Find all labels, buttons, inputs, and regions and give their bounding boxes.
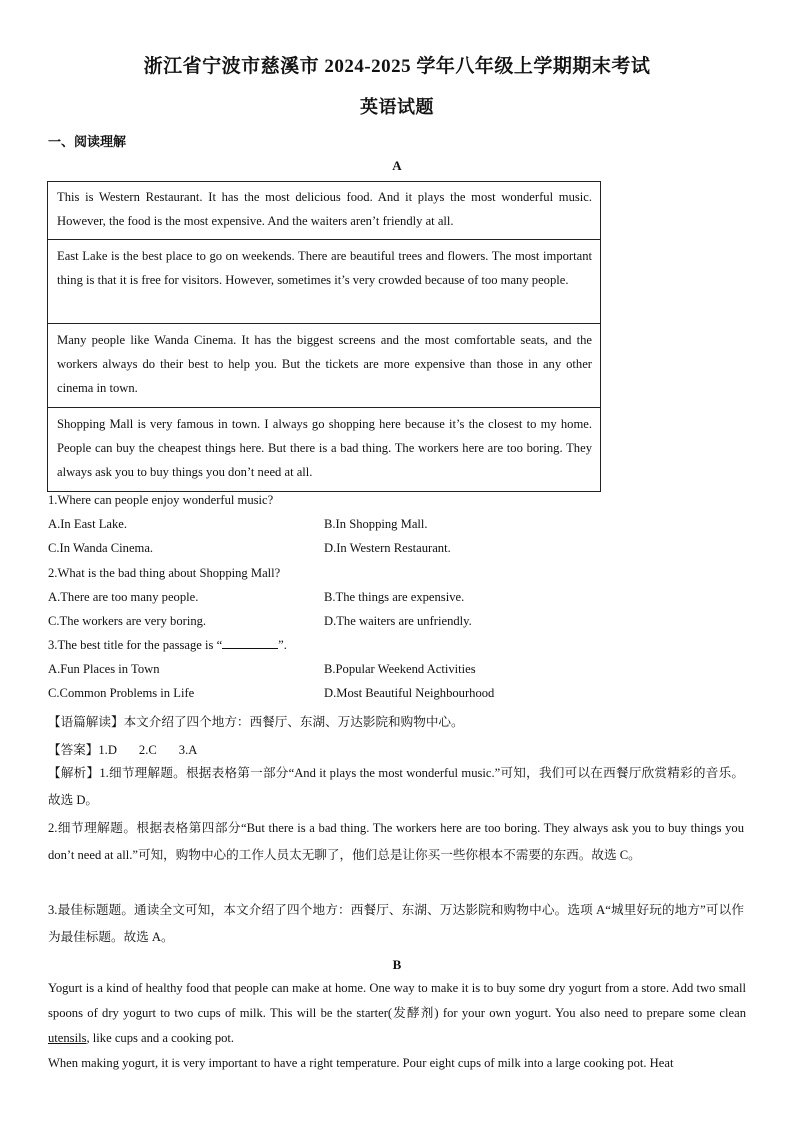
- answer-2: 2.C: [138, 743, 157, 757]
- underlined-word: utensils: [48, 1031, 87, 1045]
- question-3-stem-start: 3.The best title for the passage is “: [48, 638, 223, 652]
- question-2-option-d: D.The waiters are unfriendly.: [324, 614, 472, 628]
- part-b-letter: B: [392, 957, 402, 972]
- question-2-stem: 2.What is the bad thing about Shopping Mall?: [48, 566, 281, 580]
- question-3-option-a: A.Fun Places in Town: [48, 662, 160, 676]
- question-3-option-d: D.Most Beautiful Neighbourhood: [324, 686, 495, 700]
- answer-label: 【答案】: [48, 743, 99, 757]
- question-1-option-d: D.In Western Restaurant.: [324, 541, 451, 555]
- question-1-option-b: B.In Shopping Mall.: [324, 517, 428, 531]
- passage-b-paragraph-2: When making yogurt, it is very important to have a right temperature. Pour eight cups of milk into a large cooking pot. Heat: [48, 1056, 674, 1070]
- page-title: 浙江省宁波市慈溪市 2024-2025 学年八年级上学期期末考试: [143, 56, 651, 77]
- question-3-stem-end: ”.: [278, 638, 287, 652]
- table-row-cinema: Many people like Wanda Cinema. It has the biggest screens and the most comfortable seats, and the workers always do their best to help you. But the tickets are more expensive than those in any other cinema in town.: [48, 324, 600, 408]
- question-2-option-a: A.There are too many people.: [48, 590, 199, 604]
- page-subtitle: 英语试题: [360, 97, 434, 117]
- answer-3: 3.A: [178, 743, 198, 757]
- analysis-3: 3.最佳标题题。通读全文可知，本文介绍了四个地方：西餐厅、东湖、万达影院和购物中心。选项 A“城里好玩的地方”可以作为最佳标题。故选 A。: [48, 903, 744, 944]
- question-1-stem: 1.Where can people enjoy wonderful music?: [48, 493, 274, 507]
- table-row-shopping-mall: Shopping Mall is very famous in town. I always go shopping here because it’s the closest to my home. People can buy the cheapest things here. But there is a bad thing. The workers here are too boring. They always ask you to buy things you don’t need at all.: [57, 417, 592, 479]
- analysis-1: 【解析】1.细节理解题。根据表格第一部分“And it plays the most wonderful music.”可知，我们可以在西餐厅欣赏精彩的音乐。故选 D。: [48, 766, 744, 807]
- table-row-east-lake: East Lake is the best place to go on weekends. There are beautiful trees and flowers. The most important thing is that it is free for visitors. However, sometimes it’s very crowded because of too many people.: [48, 240, 600, 324]
- passage-b-paragraph-1: [48, 976, 746, 1051]
- passage-b-p1-text: Yogurt is a kind of healthy food that people can make at home. One way to make it is to buy some dry yogurt from a store. Add two small spoons of dry yogurt to two cups of milk. This will be the starter(发酵剂) for your own yogurt. You also need to prepare some clean: [48, 981, 746, 1020]
- passage-b-p1-tail: , like cups and a cooking pot.: [86, 1031, 235, 1045]
- question-2-option-c: C.The workers are very boring.: [48, 614, 207, 628]
- question-3-stem: [48, 638, 287, 653]
- answer-blank: [222, 638, 278, 649]
- passage-table: [47, 181, 601, 492]
- question-2-option-b: B.The things are expensive.: [324, 590, 465, 604]
- part-a-letter: A: [392, 158, 402, 173]
- passage-interpretation: 【语篇解读】本文介绍了四个地方：西餐厅、东湖、万达影院和购物中心。: [48, 715, 464, 729]
- question-1-option-c: C.In Wanda Cinema.: [48, 541, 154, 555]
- question-3-option-c: C.Common Problems in Life: [48, 686, 195, 700]
- answer-line: [48, 739, 219, 758]
- question-1-option-a: A.In East Lake.: [48, 517, 128, 531]
- question-3-option-b: B.Popular Weekend Activities: [324, 662, 476, 676]
- table-row-restaurant: This is Western Restaurant. It has the most delicious food. And it plays the most wonderful music. However, the food is the most expensive. And the waiters aren’t friendly at all.: [48, 182, 600, 240]
- analysis-2: 2.细节理解题。根据表格第四部分“But there is a bad thing. The workers here are too boring. They always ask you to buy things you don’t need at all.”可知，购物中心的工作人员太无聊了，他们总是让你买一些你根本不需要的东西。故选 C。: [48, 821, 744, 862]
- section-heading: 一、阅读理解: [48, 134, 127, 149]
- answer-1: 1.D: [98, 743, 117, 757]
